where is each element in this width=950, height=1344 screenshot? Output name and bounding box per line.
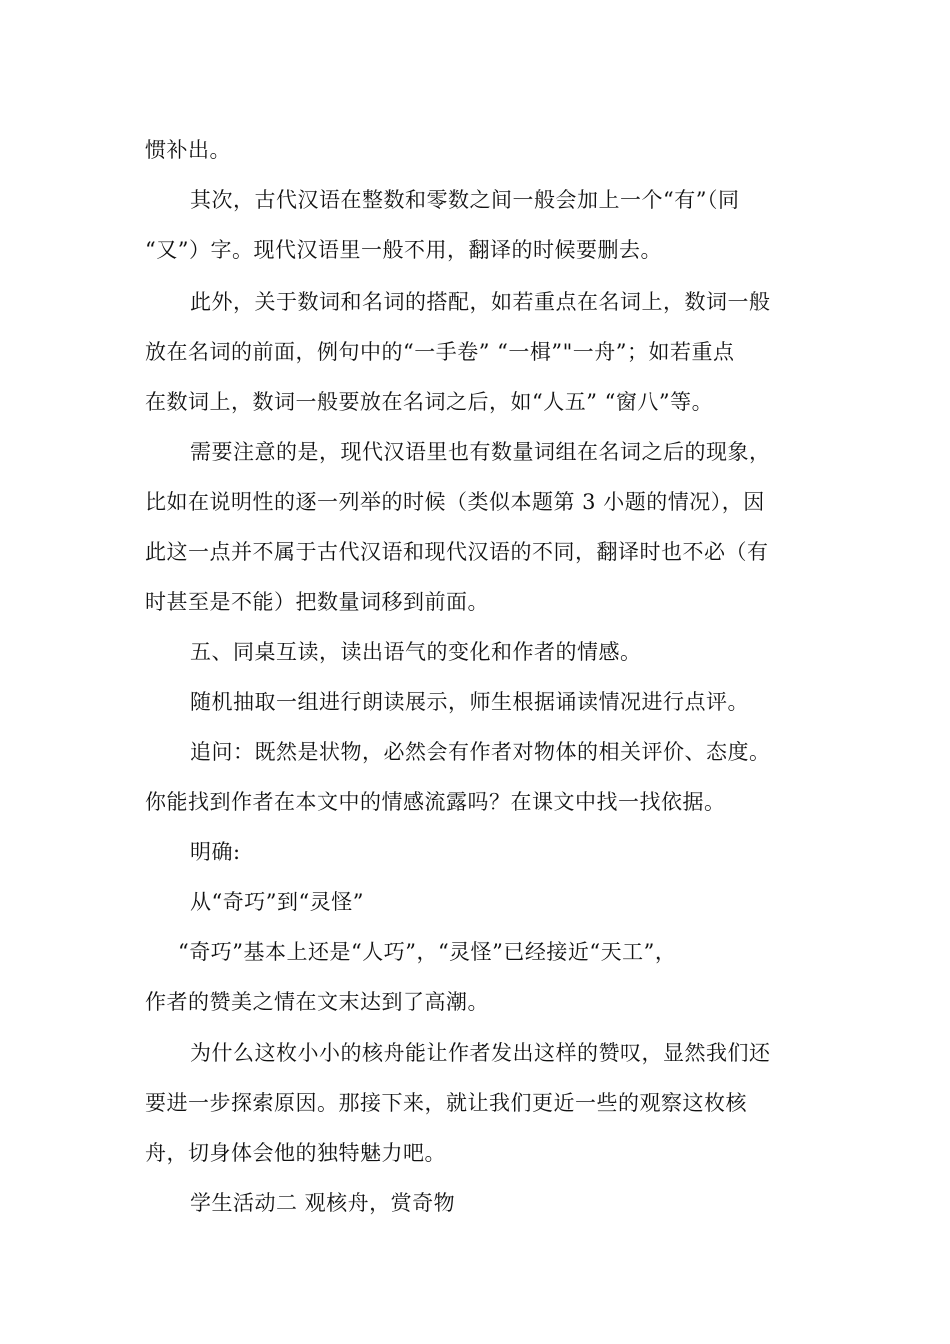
text-line: 在数词上，数词一般要放在名词之后，如“人五” “窗八”等。 (145, 390, 714, 414)
text-line: 追问：既然是状物，必然会有作者对物体的相关评价、态度。 (190, 740, 771, 764)
text-line: 五、同桌互读，读出语气的变化和作者的情感。 (190, 640, 642, 664)
text-line: 时甚至是不能）把数量词移到前面。 (145, 590, 489, 614)
text-line: 此外，关于数词和名词的搭配，如若重点在名词上，数词一般 (190, 290, 771, 314)
text-line: 随机抽取一组进行朗读展示，师生根据诵读情况进行点评。 (190, 690, 749, 714)
text-line: 放在名词的前面，例句中的“一手卷” “一楫”"一舟”；如若重点 (145, 340, 735, 364)
text-line: 作者的赞美之情在文末达到了高潮。 (145, 990, 489, 1014)
text-line: 你能找到作者在本文中的情感流露吗？在课文中找一找依据。 (145, 790, 726, 814)
text-line: 为什么这枚小小的核舟能让作者发出这样的赞叹，显然我们还 (190, 1041, 771, 1065)
text-line: 其次，古代汉语在整数和零数之间一般会加上一个“有”（同 (190, 188, 740, 212)
text-line: 舟，切身体会他的独特魅力吧。 (145, 1141, 446, 1165)
text-line: 惯补出。 (145, 138, 231, 162)
text-line: 此这一点并不属于古代汉语和现代汉语的不同，翻译时也不必（有 (145, 540, 769, 564)
text-line: 比如在说明性的逐一列举的时候（类似本题第 3 小题的情况），因 (145, 490, 765, 514)
text-line: 学生活动二 观核舟，赏奇物 (190, 1191, 456, 1215)
text-line: “奇巧”基本上还是“人巧”，“灵怪”已经接近“天工”， (178, 940, 677, 964)
text-line: 从“奇巧”到“灵怪” (190, 890, 364, 914)
text-line: 明确: (190, 840, 241, 864)
text-line: 需要注意的是，现代汉语里也有数量词组在名词之后的现象， (190, 440, 771, 464)
text-line: “又”）字。现代汉语里一般不用，翻译的时候要删去。 (145, 238, 662, 262)
text-line: 要进一步探索原因。那接下来，就让我们更近一些的观察这枚核 (145, 1091, 747, 1115)
